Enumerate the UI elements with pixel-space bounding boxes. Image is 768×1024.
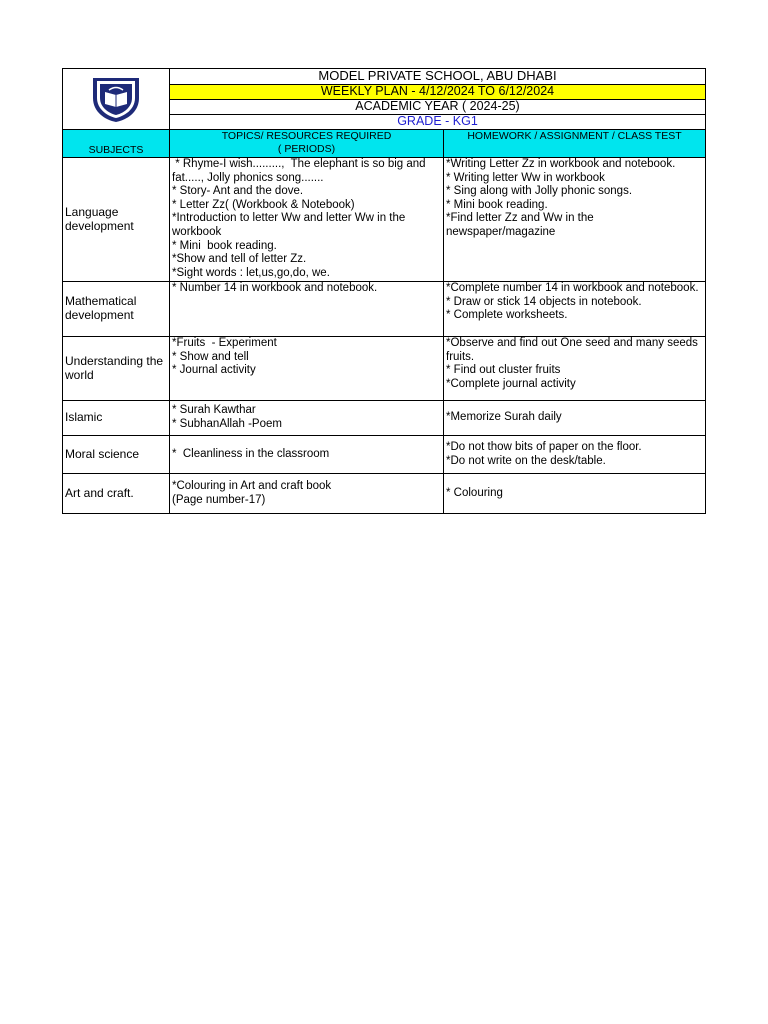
column-header-subjects: SUBJECTS xyxy=(63,130,170,158)
topic-line: * Letter Zz( (Workbook & Notebook) xyxy=(172,198,355,211)
homework-line: *Do not thow bits of paper on the floor. xyxy=(446,440,642,453)
homework-cell xyxy=(444,401,706,436)
homework-line: *Complete journal activity xyxy=(446,377,576,390)
homework-cell xyxy=(444,282,706,337)
academic-year: ACADEMIC YEAR ( 2024-25) xyxy=(170,100,706,115)
topic-line: * Story- Ant and the dove. xyxy=(172,185,304,198)
topics-cell xyxy=(170,474,444,514)
subject-name: Art and craft. xyxy=(63,474,170,514)
logo-cell xyxy=(63,69,170,130)
topic-line: * Mini book reading. xyxy=(172,239,277,252)
topic-line: *Colouring in Art and craft book xyxy=(172,479,332,492)
homework-line: * Colouring xyxy=(446,486,503,499)
subject-name: Language development xyxy=(63,158,170,282)
subject-row xyxy=(63,436,706,474)
column-header-topics xyxy=(170,130,444,158)
school-name-row xyxy=(63,69,706,85)
subject-name: Understanding the world xyxy=(63,337,170,401)
topic-line: *Sight words : let,us,go,do, we. xyxy=(172,266,330,279)
subject-row xyxy=(63,282,706,337)
column-header-row xyxy=(63,130,706,158)
homework-cell xyxy=(444,474,706,514)
topics-cell xyxy=(170,337,444,401)
column-header-topics-text: TOPICS/ RESOURCES REQUIRED ( PERIODS) xyxy=(221,130,392,155)
subject-name: Mathematical development xyxy=(63,282,170,337)
topics-cell xyxy=(170,158,444,282)
topic-line: (Page number-17) xyxy=(172,493,266,506)
topic-line: *Fruits - Experiment xyxy=(172,337,277,349)
topics-cell xyxy=(170,282,444,337)
topic-line: *Introduction to letter Ww and letter Ww in the workbook xyxy=(172,212,409,238)
homework-line: *Writing Letter Zz in workbook and notebook. xyxy=(446,158,676,170)
subject-row xyxy=(63,401,706,436)
school-name: MODEL PRIVATE SCHOOL, ABU DHABI xyxy=(170,69,706,85)
homework-cell xyxy=(444,436,706,474)
homework-cell xyxy=(444,158,706,282)
topics-cell xyxy=(170,401,444,436)
school-crest-icon xyxy=(87,74,145,124)
topic-line: * Surah Kawthar xyxy=(172,404,256,417)
weekly-plan-table xyxy=(62,68,706,514)
homework-line: * Mini book reading. xyxy=(446,198,548,211)
homework-line: * Draw or stick 14 objects in notebook. xyxy=(446,295,642,308)
topic-line: * Show and tell xyxy=(172,350,249,363)
subject-row xyxy=(63,474,706,514)
weekly-plan-dates: WEEKLY PLAN - 4/12/2024 TO 6/12/2024 xyxy=(170,85,706,100)
homework-line: *Find letter Zz and Ww in the newspaper/magazine xyxy=(446,212,597,238)
subject-name: Islamic xyxy=(63,401,170,436)
topic-line: * Number 14 in workbook and notebook. xyxy=(172,282,378,294)
homework-line: * Sing along with Jolly phonic songs. xyxy=(446,185,633,198)
homework-line: *Do not write on the desk/table. xyxy=(446,454,606,467)
topic-line: * SubhanAllah -Poem xyxy=(172,418,282,430)
subject-name: Moral science xyxy=(63,436,170,474)
topics-cell xyxy=(170,436,444,474)
homework-line: * Find out cluster fruits xyxy=(446,364,561,377)
topic-line: * Cleanliness in the classroom xyxy=(172,447,330,460)
topic-line: * Journal activity xyxy=(172,364,256,377)
topic-line: *Show and tell of letter Zz. xyxy=(172,253,307,266)
homework-line: *Memorize Surah daily xyxy=(446,411,562,424)
homework-line: *Observe and find out One seed and many seeds fruits. xyxy=(446,337,702,363)
homework-line: * Complete worksheets. xyxy=(446,309,568,322)
grade-label: GRADE - KG1 xyxy=(170,115,706,130)
homework-cell xyxy=(444,337,706,401)
homework-line: *Complete number 14 in workbook and notebook. xyxy=(446,282,699,294)
column-header-homework: HOMEWORK / ASSIGNMENT / CLASS TEST xyxy=(444,130,706,158)
topic-line: * Rhyme-I wish........., The elephant is so big and fat....., Jolly phonics song....... xyxy=(172,158,429,184)
subject-row xyxy=(63,337,706,401)
subject-row xyxy=(63,158,706,282)
homework-line: * Writing letter Ww in workbook xyxy=(446,171,605,184)
